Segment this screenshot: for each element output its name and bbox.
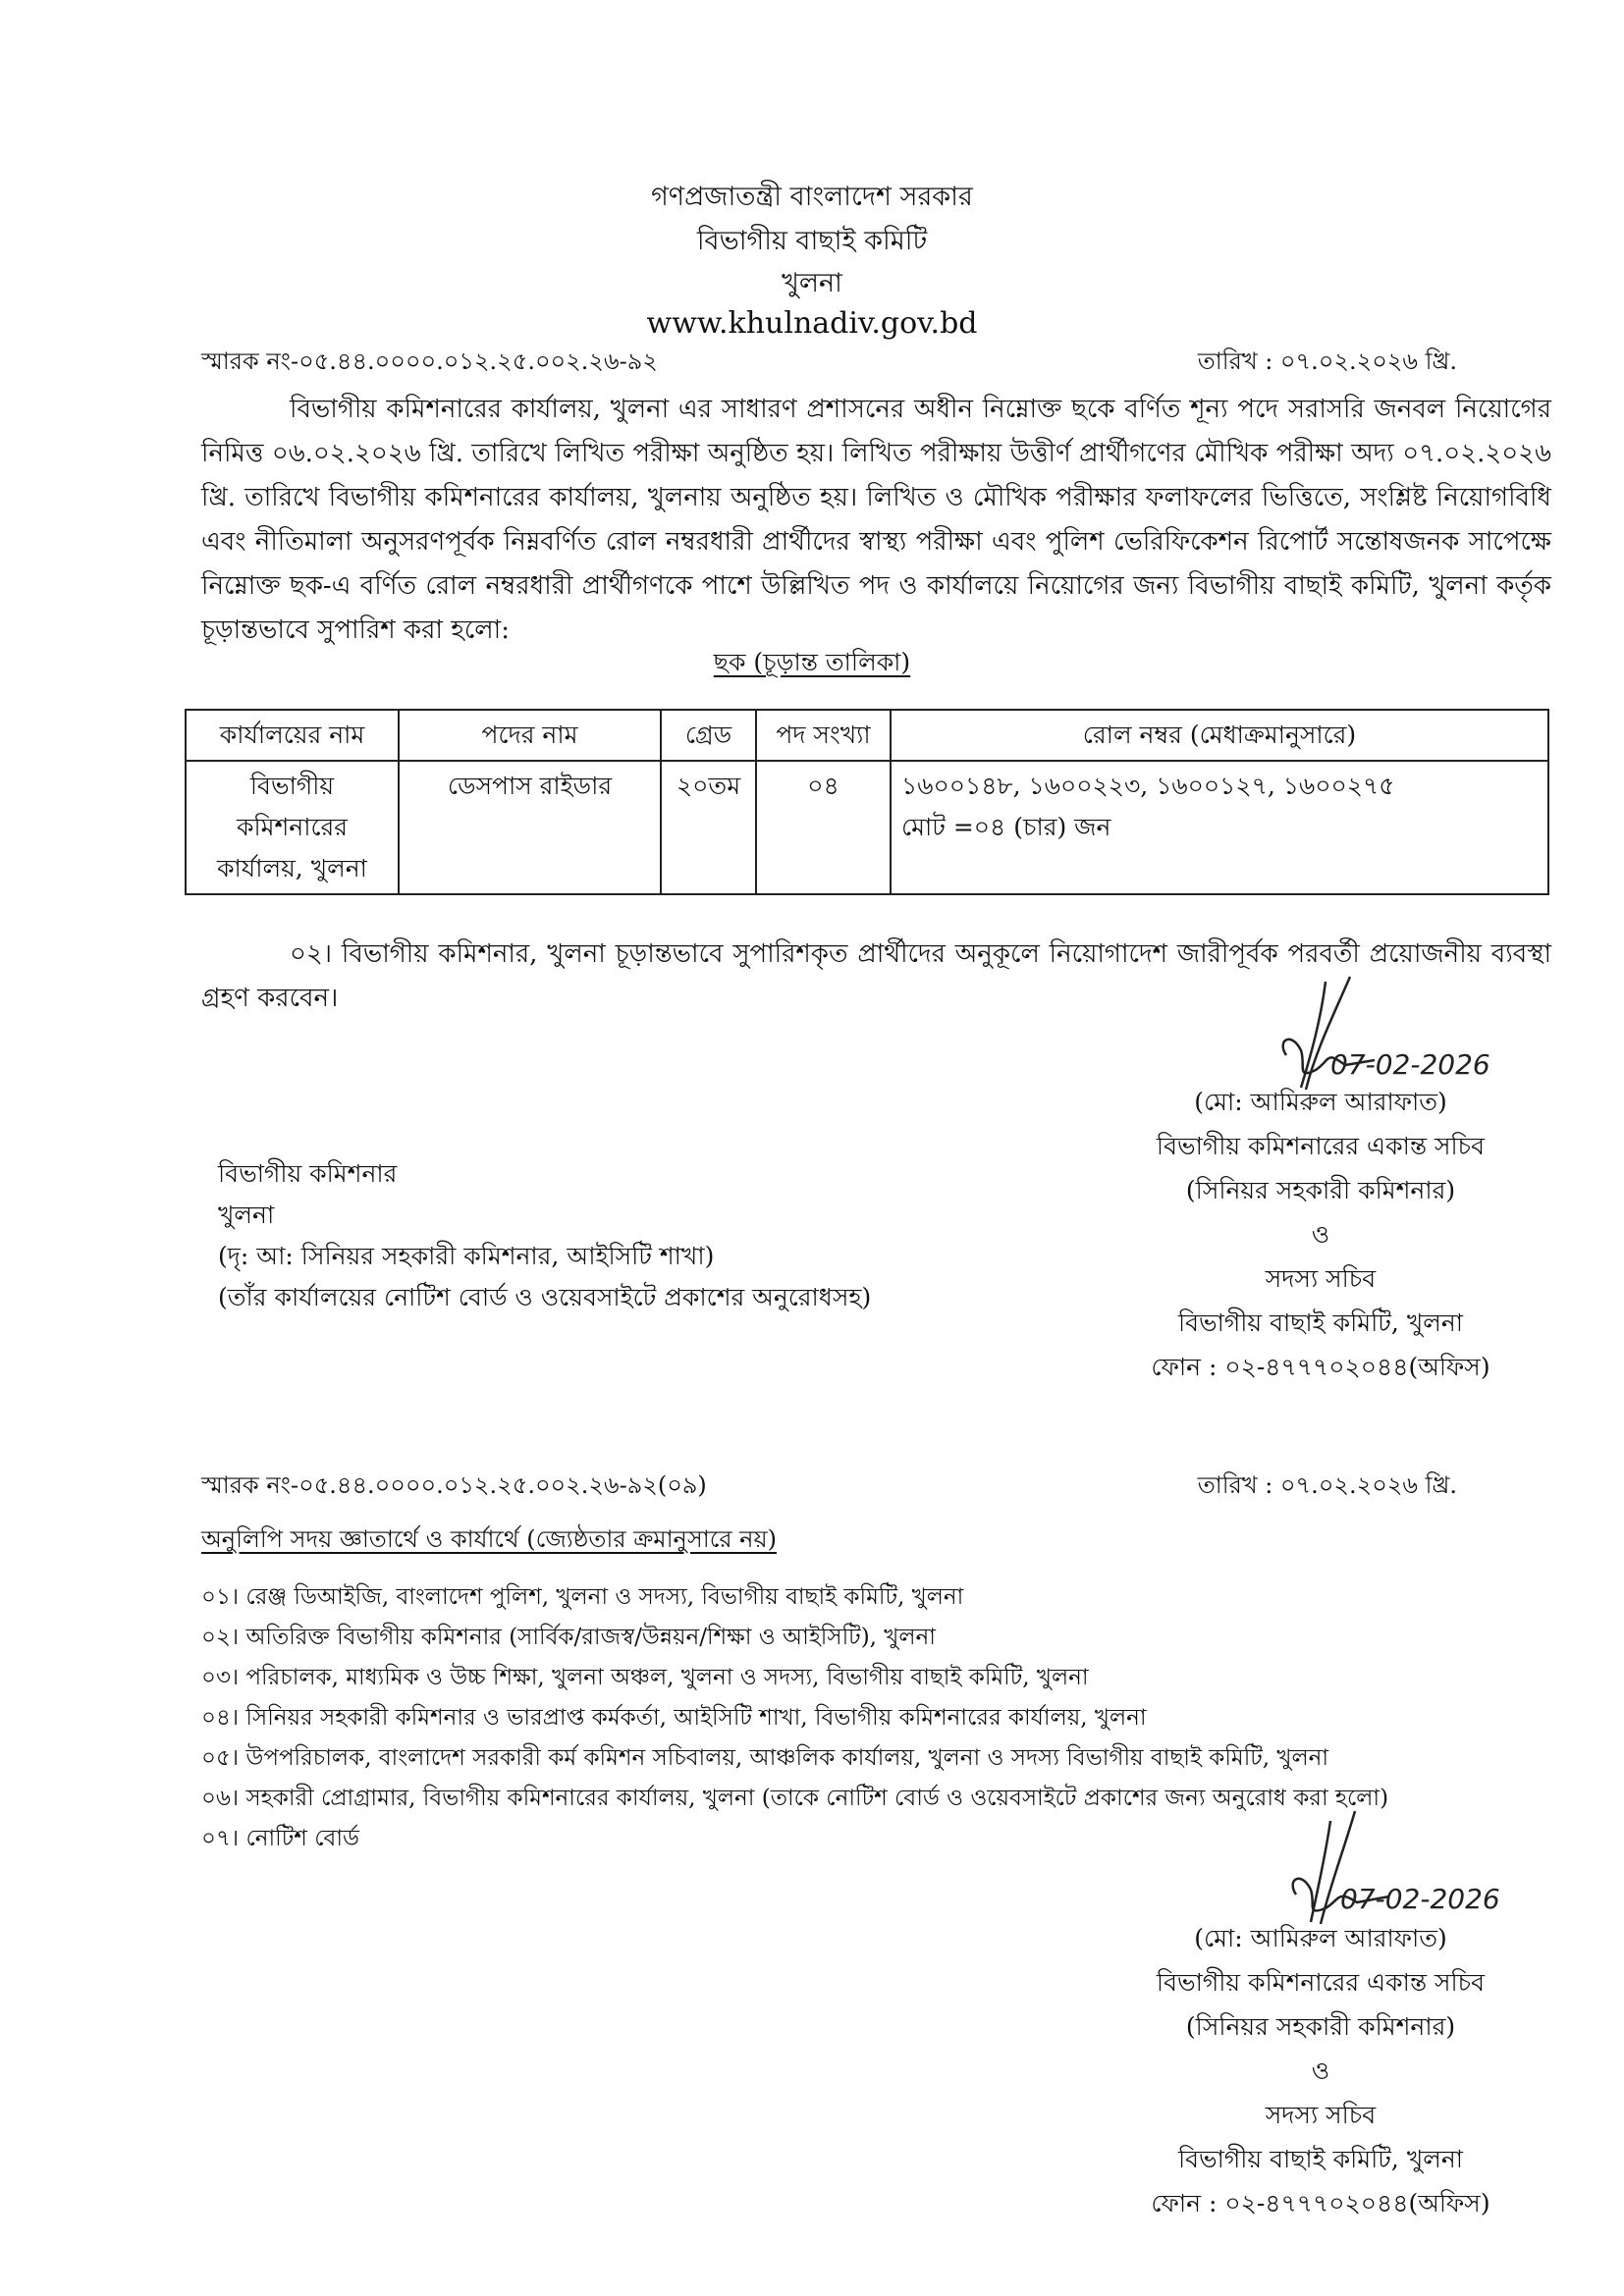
- website-link[interactable]: www.khulnadiv.gov.bd: [646, 306, 978, 341]
- col-count: পদ সংখ্যা: [756, 710, 891, 761]
- table-title-text: ছক (চূড়ান্ত তালিকা): [713, 648, 911, 676]
- intro-paragraph: বিভাগীয় কমিশনারের কার্যালয়, খুলনা এর সাধারণ প্রশাসনের অধীন নিম্নোক্ত ছকে বর্ণিত শূন্য পদে সরাসরি জনবল নিয়োগের নিমিত্ত ০৬.০২.২০২৬ খ্রি. তারিখে লিখিত পরীক্ষা অনুষ্ঠিত হয়। লিখিত পরীক্ষায় উত্তীর্ণ প্রার্থীগণের মৌখিক পরীক্ষা অদ্য ০৭.০২.২০২৬ খ্রি. তারিখে বিভাগীয় কমিশনারের কার্যালয়, খুলনায় অনুষ্ঠিত হয়। লিখিত ও মৌখিক পরীক্ষার ফলাফলের ভিত্তিতে, সংশ্লিষ্ট নিয়োগবিধি এবং নীতিমালা অনুসরণপূর্বক নিম্নবর্ণিত রোল নম্বরধারী প্রার্থীদের স্বাস্থ্য পরীক্ষা এবং পুলিশ ভেরিফিকেশন রিপোর্ট সন্তোষজনক সাপেক্ষে নিম্নোক্ত ছক-এ বর্ণিত রোল নম্বরধারী প্রার্থীগণকে পাশে উল্লিখিত পদ ও কার্যালয়ে নিয়োগের জন্য বিভাগীয় বাছাই কমিটি, খুলনা কর্তৃক চূড়ান্তভাবে সুপারিশ করা হলো:: [201, 395, 1551, 645]
- copies-list: [201, 1577, 1388, 1859]
- signer-phone: ফোন : ০২-৪৭৭৭০২০৪৪(অফিস): [1151, 2189, 1490, 2217]
- recipient-line-1: বিভাগীয় কমিশনার: [218, 1159, 398, 1188]
- col-office: কার্যালয়ের নাম: [186, 710, 399, 761]
- signer-name: (মো: আমিরুল আরাফাত): [1194, 1088, 1447, 1116]
- signer-and: ও: [1311, 2056, 1330, 2085]
- paragraph-2: ০২। বিভাগীয় কমিশনার, খুলনা চূড়ান্তভাবে সুপারিশকৃত প্রার্থীদের অনুকূলে নিয়োগাদেশ জারীপূর্বক পরবর্তী প্রয়োজনীয় ব্যবস্থা গ্রহণ করবেন।: [201, 939, 1551, 1013]
- copies-heading-text: অনুলিপি সদয় জ্ঞাতার্থে ও কার্যার্থে (জ্যেষ্ঠতার ক্রমানুসারে নয়): [201, 1525, 777, 1553]
- cell-count: ০৪: [756, 761, 891, 894]
- signature-block-2: [1065, 1916, 1576, 2225]
- recipient-line-2: খুলনা: [218, 1201, 275, 1229]
- cell-office: বিভাগীয় কমিশনারের কার্যালয়, খুলনা: [186, 761, 399, 894]
- memo2-number: স্মারক নং-০৫.৪৪.০০০০.০১২.২৫.০০২.২৬-৯২(০৯): [201, 1471, 707, 1499]
- memo-number: স্মারক নং-০৫.৪৪.০০০০.০১২.২৫.০০২.২৬-৯২: [201, 347, 658, 375]
- signer-name: (মো: আমিরুল আরাফাত): [1194, 1924, 1447, 1952]
- signer-title: বিভাগীয় কমিশনারের একান্ত সচিব: [1156, 1132, 1486, 1160]
- list-item: ০৬। সহকারী প্রোগ্রামার, বিভাগীয় কমিশনারের কার্যালয়, খুলনা (তাকে নোটিশ বোর্ড ও ওয়েবসাইটে প্রকাশের জন্য অনুরোধ করা হলো): [201, 1786, 1389, 1811]
- signature-2-date: 07-02-2026: [1340, 1883, 1500, 1915]
- signature-block-1: [1065, 1080, 1576, 1389]
- signer-committee: বিভাগীয় বাছাই কমিটি, খুলনা: [1177, 2145, 1464, 2173]
- list-item: ০৭। নোটিশ বোর্ড: [201, 1826, 359, 1851]
- signer-phone: ফোন : ০২-৪৭৭৭০২০৪৪(অফিস): [1151, 1353, 1490, 1381]
- signer-rank: (সিনিয়র সহকারী কমিশনার): [1185, 1176, 1456, 1204]
- signer-title: বিভাগীয় কমিশনারের একান্ত সচিব: [1156, 1968, 1486, 1997]
- recipient-line-3: (দৃ: আ: সিনিয়র সহকারী কমিশনার, আইসিটি শাখা): [218, 1242, 715, 1270]
- memo-date: তারিখ : ০৭.০২.২০২৬ খ্রি.: [1197, 347, 1457, 375]
- government-title: গণপ্রজাতন্ত্রী বাংলাদেশ সরকার: [651, 182, 973, 212]
- recipient-block: [218, 1153, 871, 1318]
- list-item: ০১। রেঞ্জ ডিআইজি, বাংলাদেশ পুলিশ, খুলনা ও সদস্য, বিভাগীয় বাছাই কমিটি, খুলনা: [201, 1584, 964, 1610]
- col-post: পদের নাম: [399, 710, 661, 761]
- recommendation-table: [185, 709, 1549, 895]
- table-row: [186, 761, 1548, 894]
- table-title: [0, 643, 1624, 685]
- roll-numbers: ১৬০০১৪৮, ১৬০০২২৩, ১৬০০১২৭, ১৬০০২৭৫: [901, 772, 1395, 800]
- signer-and: ও: [1311, 1220, 1330, 1249]
- copies-heading: [201, 1522, 777, 1561]
- cell-rolls: [891, 761, 1548, 894]
- signer-committee: বিভাগীয় বাছাই কমিটি, খুলনা: [1177, 1308, 1464, 1337]
- col-grade: গ্রেড: [661, 710, 756, 761]
- table-header-row: [186, 710, 1548, 761]
- city-title: খুলনা: [782, 268, 842, 298]
- signature-1-date: 07-02-2026: [1330, 1048, 1490, 1081]
- memo2-date: তারিখ : ০৭.০২.২০২৬ খ্রি.: [1197, 1471, 1457, 1499]
- col-rolls: রোল নম্বর (মেধাক্রমানুসারে): [891, 710, 1548, 761]
- signer-role: সদস্য সচিব: [1265, 2101, 1377, 2129]
- signer-rank: (সিনিয়র সহকারী কমিশনার): [1185, 2012, 1456, 2041]
- signer-role: সদস্য সচিব: [1265, 1264, 1377, 1293]
- cell-post: ডেসপাস রাইডার: [399, 761, 661, 894]
- list-item: ০৩। পরিচালক, মাধ্যমিক ও উচ্চ শিক্ষা, খুলনা অঞ্চল, খুলনা ও সদস্য, বিভাগীয় বাছাই কমিটি, খুলনা: [201, 1665, 1089, 1690]
- committee-title: বিভাগীয় বাছাই কমিটি: [696, 226, 928, 256]
- recipient-line-4: (তাঁর কার্যালয়ের নোটিশ বোর্ড ও ওয়েবসাইটে প্রকাশের অনুরোধসহ): [218, 1283, 872, 1311]
- list-item: ০২। অতিরিক্ত বিভাগীয় কমিশনার (সার্বিক/রাজস্ব/উন্নয়ন/শিক্ষা ও আইসিটি), খুলনা: [201, 1625, 936, 1650]
- cell-grade: ২০তম: [661, 761, 756, 894]
- roll-total: মোট =০৪ (চার) জন: [901, 813, 1111, 841]
- list-item: ০৪। সিনিয়র সহকারী কমিশনার ও ভারপ্রাপ্ত কর্মকর্তা, আইসিটি শাখা, বিভাগীয় কমিশনারের কার্যালয়, খুলনা: [201, 1705, 1147, 1731]
- list-item: ০৫। উপপরিচালক, বাংলাদেশ সরকারী কর্ম কমিশন সচিবালয়, আঞ্চলিক কার্যালয়, খুলনা ও সদস্য বিভাগীয় বাছাই কমিটি, খুলনা: [201, 1745, 1329, 1771]
